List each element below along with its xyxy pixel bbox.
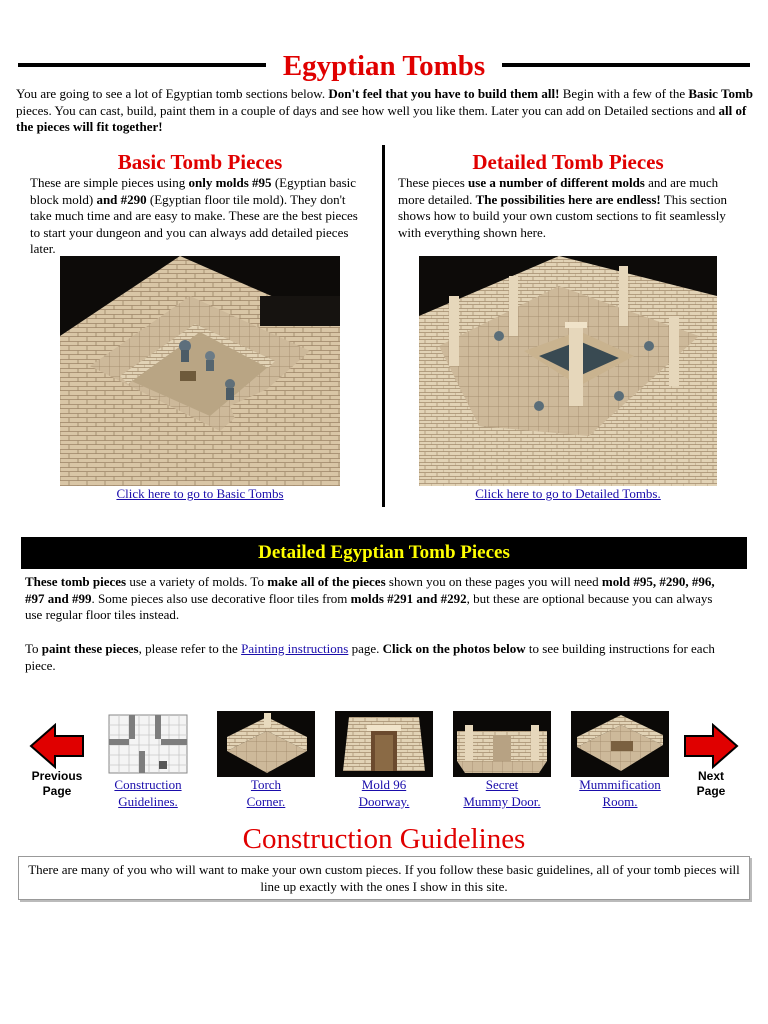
caption-construction-1: Construction [114,777,182,792]
previous-line-2: Page [42,784,72,798]
intro-text-1: You are going to see a lot of Egyptian tomb sections below. [16,86,329,101]
detailed-tombs-link[interactable]: Click here to go to Detailed Tombs. [475,486,661,501]
next-line-2: Page [696,784,726,798]
detailed-text-2: and are much more detailed. [398,175,719,207]
body2-text-4: to see building instructions for each piece. [25,641,715,673]
body1-text-3: . Some pieces also use decorative floor tiles from [91,590,351,606]
intro-text-2: Begin with a few of the [559,86,689,101]
basic-tomb-photo[interactable] [60,256,340,486]
body2-text-2: , please refer to the [138,641,242,656]
thumb-torch-corner[interactable] [217,711,315,777]
basic-tombs-link[interactable]: Click here to go to Basic Tombs [116,486,284,501]
caption-doorway-2: Doorway. [358,794,410,809]
detailed-bold-1: use a number of different molds [468,175,645,190]
caption-mummification-2: Room. [602,794,638,809]
molds-paragraph [25,574,725,624]
basic-bold-1: only molds #95 [188,175,272,190]
intro-bold-3: all of the pieces will fit together! [16,102,747,134]
previous-page-label [28,769,86,799]
caption-torch-1: Torch [250,777,282,792]
basic-text-2: (Egyptian basic block mold) [30,175,357,207]
link-construction-guidelines[interactable] [94,776,202,810]
painting-instructions-link[interactable]: Painting instructions [241,641,349,656]
left-arrow-icon [28,723,86,769]
header-rule-left [18,63,266,67]
detailed-text-1: These pieces [398,175,469,190]
previous-line-1: Previous [31,769,83,783]
body1-bold-3: mold #95, #290, #96, #97 and #99 [25,574,715,606]
construction-guidelines-box [18,856,750,900]
previous-page-button[interactable] [28,723,86,803]
next-page-button[interactable] [682,723,740,803]
body2-text-3: page. [348,641,383,656]
caption-doorway-1: Mold 96 [361,777,407,792]
body1-text-2: shown you on these pages you will need [385,574,602,589]
thumb-secret-mummy-door[interactable] [453,711,551,777]
body1-text-1: use a variety of molds. To [126,574,268,589]
intro-bold-2: Basic Tomb [688,86,754,101]
intro-text-3: pieces. You can cast, build, paint them in a couple of days and see how well you like them. Later you can add on Detailed sections and [16,102,719,118]
basic-tomb-description [30,175,366,258]
basic-text-1: These are simple pieces using [30,175,189,190]
caption-construction-2: Guidelines. [118,794,178,809]
thumb-mummification-room[interactable] [571,711,669,777]
link-mold-96-doorway[interactable] [330,776,438,810]
detailed-tomb-photo[interactable] [419,256,717,486]
caption-mummification-1: Mummification [579,777,661,792]
body1-bold-4: molds #291 and #292 [350,590,467,606]
caption-mummy-door-1: Secret [485,777,519,792]
thumb-construction-guidelines[interactable] [99,711,197,777]
basic-tomb-title: Basic Tomb Pieces [117,150,283,174]
right-arrow-icon [682,723,740,769]
painting-paragraph [25,641,725,674]
basic-text-3: (Egyptian floor tile mold). They don't take much time and are easy to make. These are the best pieces to start your dungeon and you can always add detailed pieces later. [30,191,358,256]
detailed-tomb-description [398,175,732,241]
detailed-bold-2: The possibilities here are endless! [475,191,661,207]
caption-torch-2: Corner. [246,794,286,809]
body1-bold-1: These tomb pieces [25,574,127,589]
body2-text-1: To [25,641,42,656]
construction-guidelines-title: Construction Guidelines [242,823,526,855]
header-rule-right [502,63,750,67]
basic-bold-2: and #290 [96,191,147,207]
thumb-mold-96-doorway[interactable] [335,711,433,777]
detailed-text-3: This section shows how to build your own custom sections to fit seamlessly with everything shown here. [398,191,727,240]
body1-text-4: , but these are optional because you can always use regular floor tiles instead. [25,590,713,622]
body1-bold-2: make all of the pieces [267,574,386,589]
link-torch-corner[interactable] [212,776,320,810]
detailed-pieces-banner: Detailed Egyptian Tomb Pieces [21,537,747,569]
page-title: Egyptian Tombs [282,50,486,82]
body2-bold-2: Click on the photos below [382,641,526,656]
next-line-1: Next [697,769,724,783]
caption-mummy-door-2: Mummy Door. [463,794,541,809]
detailed-tomb-title: Detailed Tomb Pieces [472,150,664,174]
column-divider [382,145,385,507]
intro-bold-1: Don't feel that you have to build them all! [328,86,560,101]
intro-paragraph [16,86,756,136]
construction-guidelines-text: There are many of you who will want to make your own custom pieces. If you follow these basic guidelines, all of your tomb pieces will line up exactly with the ones I show in this site. [28,862,740,894]
next-page-label [682,769,740,799]
link-mummification-room[interactable] [563,776,677,810]
link-secret-mummy-door[interactable] [446,776,558,810]
body2-bold-1: paint these pieces [41,641,139,656]
